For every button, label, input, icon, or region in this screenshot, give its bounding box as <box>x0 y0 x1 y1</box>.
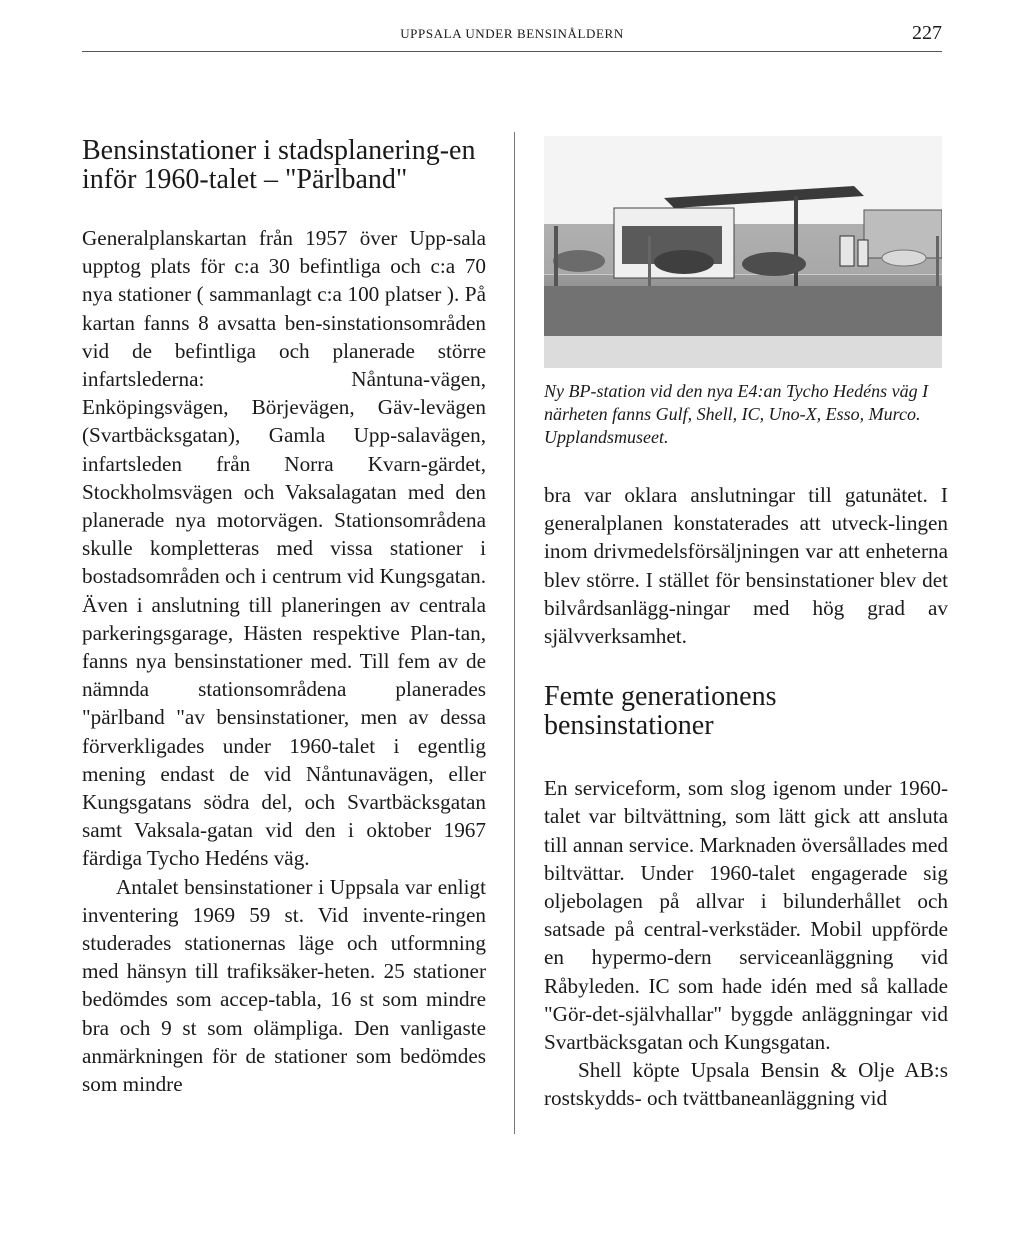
right-column <box>544 136 948 1113</box>
running-title: UPPSALA UNDER BENSINÅLDERN <box>400 26 624 41</box>
section-heading: Femte generationens bensinstationer <box>544 681 777 742</box>
body-paragraph: bra var oklara anslutningar till gatunätet. I generalplanen konstaterades att utveck-lingen inom drivmedelsförsäljningen var att enheterna blev större. I stället för bensinstationer blev det bilvårdsanlägg-ningar med hög grad av självverksamhet. <box>544 483 948 649</box>
body-paragraph: Shell köpte Upsala Bensin & Olje AB:s rostskydds- och tvättbaneanläggning vid <box>544 1058 948 1111</box>
column-divider <box>514 132 515 1134</box>
running-head <box>0 22 1024 46</box>
gas-station-photo <box>544 136 942 368</box>
gas-station-illustration <box>544 136 942 368</box>
left-column <box>82 136 486 1098</box>
body-paragraph: Antalet bensinstationer i Uppsala var enligt inventering 1969 59 st. Vid invente-ringen studerades stationernas läge och utformning med hänsyn till trafiksäker-heten. 25 stationer bedömdes som accep-tabla, 16 st som mindre bra och 9 st som olämpliga. Den vanligaste anmärkningen för de stationer som bedömdes som mindre <box>82 874 486 1097</box>
photo-caption: Ny BP-station vid den nya E4:an Tycho Hedéns väg I närheten fanns Gulf, Shell, IC, Uno-X, Esso, Murco. Upplandsmuseet. <box>544 381 929 447</box>
body-paragraph: En serviceform, som slog igenom under 1960-talet var biltvättning, som lätt gick att ansluta till annan service. Marknaden översållades med biltvättar. Under 1960-talet engagerade sig oljebolagen på allvar i bilunderhållet och satsade på central-verkstäder. Mobil uppförde en hypermo-dern serviceanläggning vid Råbyleden. IC som hade idén med så kallade "Gör-det-självhallar" byggde anläggningar vid Svartbäcksgatan och Kungsgatan. <box>544 776 948 1055</box>
section-heading: Bensinstationer i stadsplanering-en inför 1960-talet – "Pärlband" <box>82 135 476 195</box>
body-paragraph: Generalplanskartan från 1957 över Upp-sala upptog plats för c:a 30 befintliga och c:a 70 nya stationer ( sammanlagt c:a 100 platser ). På kartan fanns 8 avsatta ben-sinstationsområden vid de befintliga och planerade större infartslederna: Nåntuna-vägen, Enköpingsvägen, Börjevägen, Gäv-levägen (Svartbäcksgatan), Gamla Upp-salavägen, infartsleden från Norra Kvarn-gärdet, Stockholmsvägen och Vaksalagatan med den planerade nya motorvägen. Stationsområdena skulle kompletteras med vissa stationer i bostadsområden och i centrum vid Kungsgatan. Även i anslutning till planeringen av centrala parkeringsgarage, Hästen respektive Plan-tan, fanns nya bensinstationer med. Till fem av de nämnda stationsområdena planerades "pärlband "av bensinstationer, men av dessa förverkligades under 1960-talet i egentlig mening endast de vid Nåntunavägen, eller Kungsgatans södra del, och Svartbäcksgatan samt Vaksala-gatan vid den i oktober 1967 färdiga Tycho Hedéns väg. <box>82 226 486 871</box>
header-rule <box>82 51 942 52</box>
page-number: 227 <box>912 22 942 44</box>
